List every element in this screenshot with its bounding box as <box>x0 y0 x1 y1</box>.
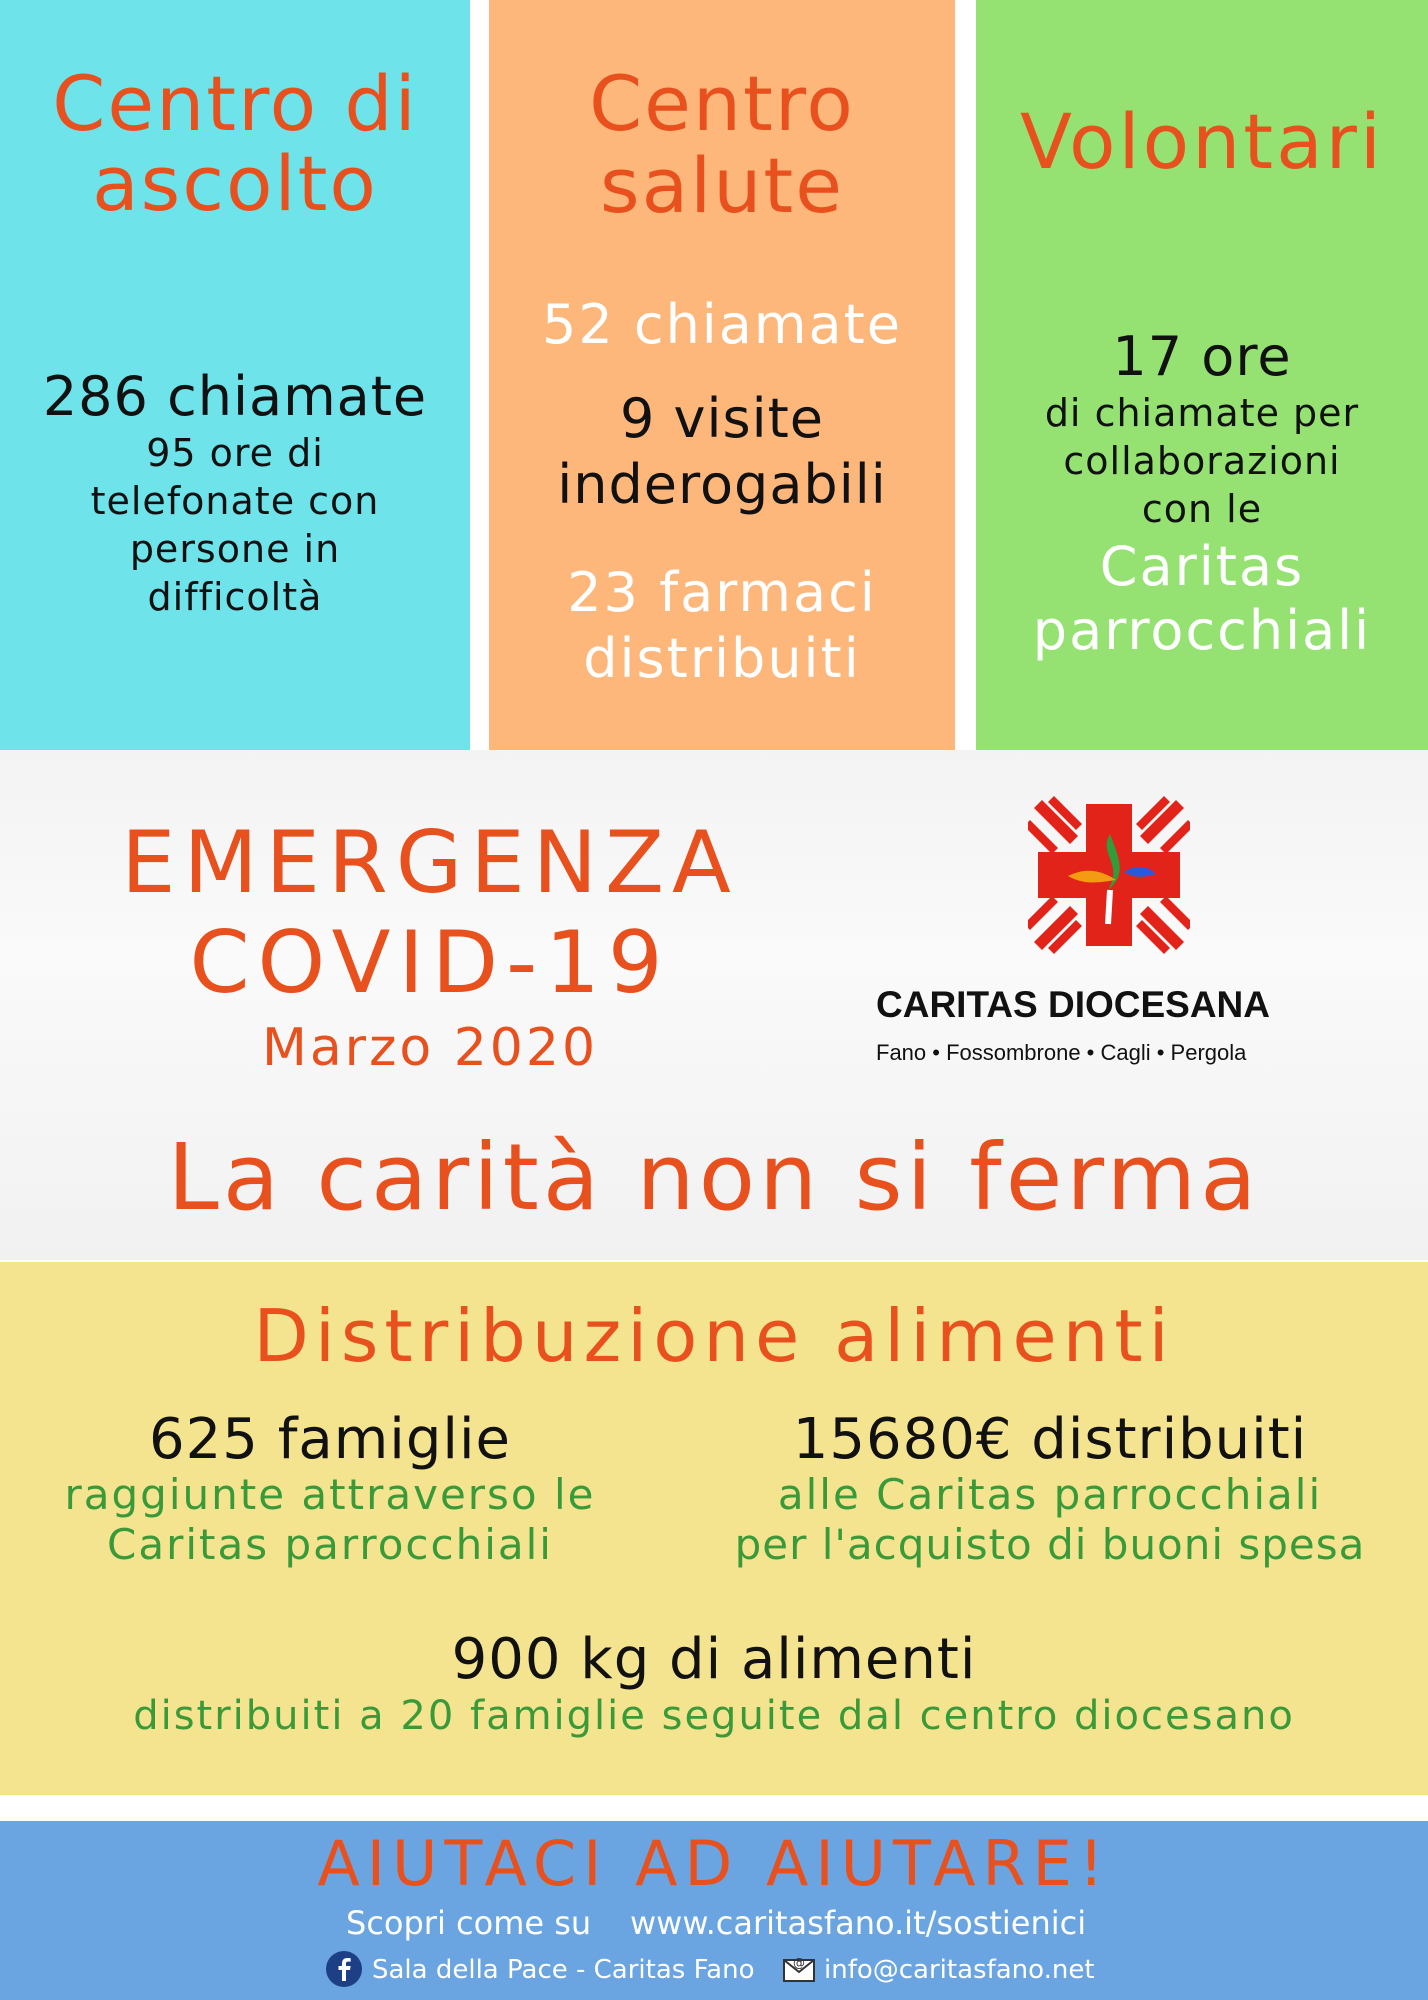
facebook-link[interactable]: Sala della Pace - Caritas Fano <box>372 1955 755 1985</box>
families-desc-line1: raggiunte attraverso le <box>64 1470 596 1519</box>
centro-salute-drugs-line2: distribuiti <box>583 627 861 690</box>
centro-ascolto-panel <box>0 0 470 750</box>
centro-salute-title-line2: salute <box>599 141 844 230</box>
volontari-line4: Caritas <box>1099 535 1305 598</box>
cta-heading: AIUTACI AD AIUTARE! <box>317 1827 1111 1900</box>
support-link[interactable]: www.caritasfano.it/sostienici <box>630 1904 1087 1942</box>
amount-distributed: 15680€ distribuiti <box>792 1407 1308 1472</box>
caritas-cross-icon <box>1028 794 1190 956</box>
slogan: La carità non si ferma <box>167 1124 1261 1231</box>
volontari-line3: con le <box>1141 487 1263 531</box>
centro-ascolto-title-line1: Centro di <box>52 59 418 148</box>
volontari-line5: parrocchiali <box>1032 599 1372 662</box>
centro-salute-visits-line2: inderogabili <box>557 453 887 516</box>
centro-ascolto-line2: telefonate con <box>90 479 380 523</box>
centro-ascolto-line4: difficoltà <box>147 575 323 619</box>
centro-salute-drugs-line1: 23 farmaci <box>567 561 877 624</box>
caritas-locations: Fano • Fossombrone • Cagli • Pergola <box>876 1040 1247 1065</box>
centro-salute-title-line1: Centro <box>589 59 855 148</box>
discover-label: Scopri come su <box>346 1904 592 1942</box>
amount-desc-line1: alle Caritas parrocchiali <box>777 1470 1323 1519</box>
centro-ascolto-line3: persone in <box>129 527 341 571</box>
emergency-title-line2: COVID-19 <box>189 913 671 1013</box>
caritas-logo <box>1028 794 1190 956</box>
emergency-date: Marzo 2020 <box>261 1018 599 1078</box>
facebook-icon[interactable] <box>326 1951 362 1987</box>
volontari-line2: collaborazioni <box>1063 439 1341 483</box>
centro-ascolto-title-line2: ascolto <box>92 139 378 228</box>
kg-food-desc: distribuiti a 20 famiglie seguite dal centro diocesano <box>133 1693 1295 1739</box>
volontari-title: Volontari <box>1019 97 1385 186</box>
footer <box>0 1821 1428 2000</box>
volontari-panel <box>976 0 1428 750</box>
centro-salute-panel <box>489 0 955 750</box>
emergency-section <box>0 750 1428 1260</box>
email-icon <box>782 1951 816 1985</box>
families-desc-line2: Caritas parrocchiali <box>107 1520 553 1569</box>
centro-ascolto-line1: 95 ore di <box>146 431 324 475</box>
emergency-title-line1: EMERGENZA <box>121 813 739 913</box>
svg-text:@: @ <box>793 1956 805 1970</box>
centro-salute-calls: 52 chiamate <box>542 293 902 356</box>
amount-desc-line2: per l'acquisto di buoni spesa <box>734 1520 1366 1569</box>
volontari-hours: 17 ore <box>1112 325 1292 388</box>
centro-ascolto-calls: 286 chiamate <box>42 365 428 428</box>
kg-food: 900 kg di alimenti <box>451 1627 977 1692</box>
volontari-line1: di chiamate per <box>1044 391 1360 435</box>
caritas-org-name: CARITAS DIOCESANA <box>876 984 1270 1025</box>
food-distribution-section <box>0 1262 1428 1795</box>
centro-salute-visits-line1: 9 visite <box>619 387 824 450</box>
families-count: 625 famiglie <box>149 1407 511 1472</box>
food-title: Distribuzione alimenti <box>253 1294 1175 1378</box>
email-link[interactable]: info@caritasfano.net <box>824 1955 1095 1985</box>
